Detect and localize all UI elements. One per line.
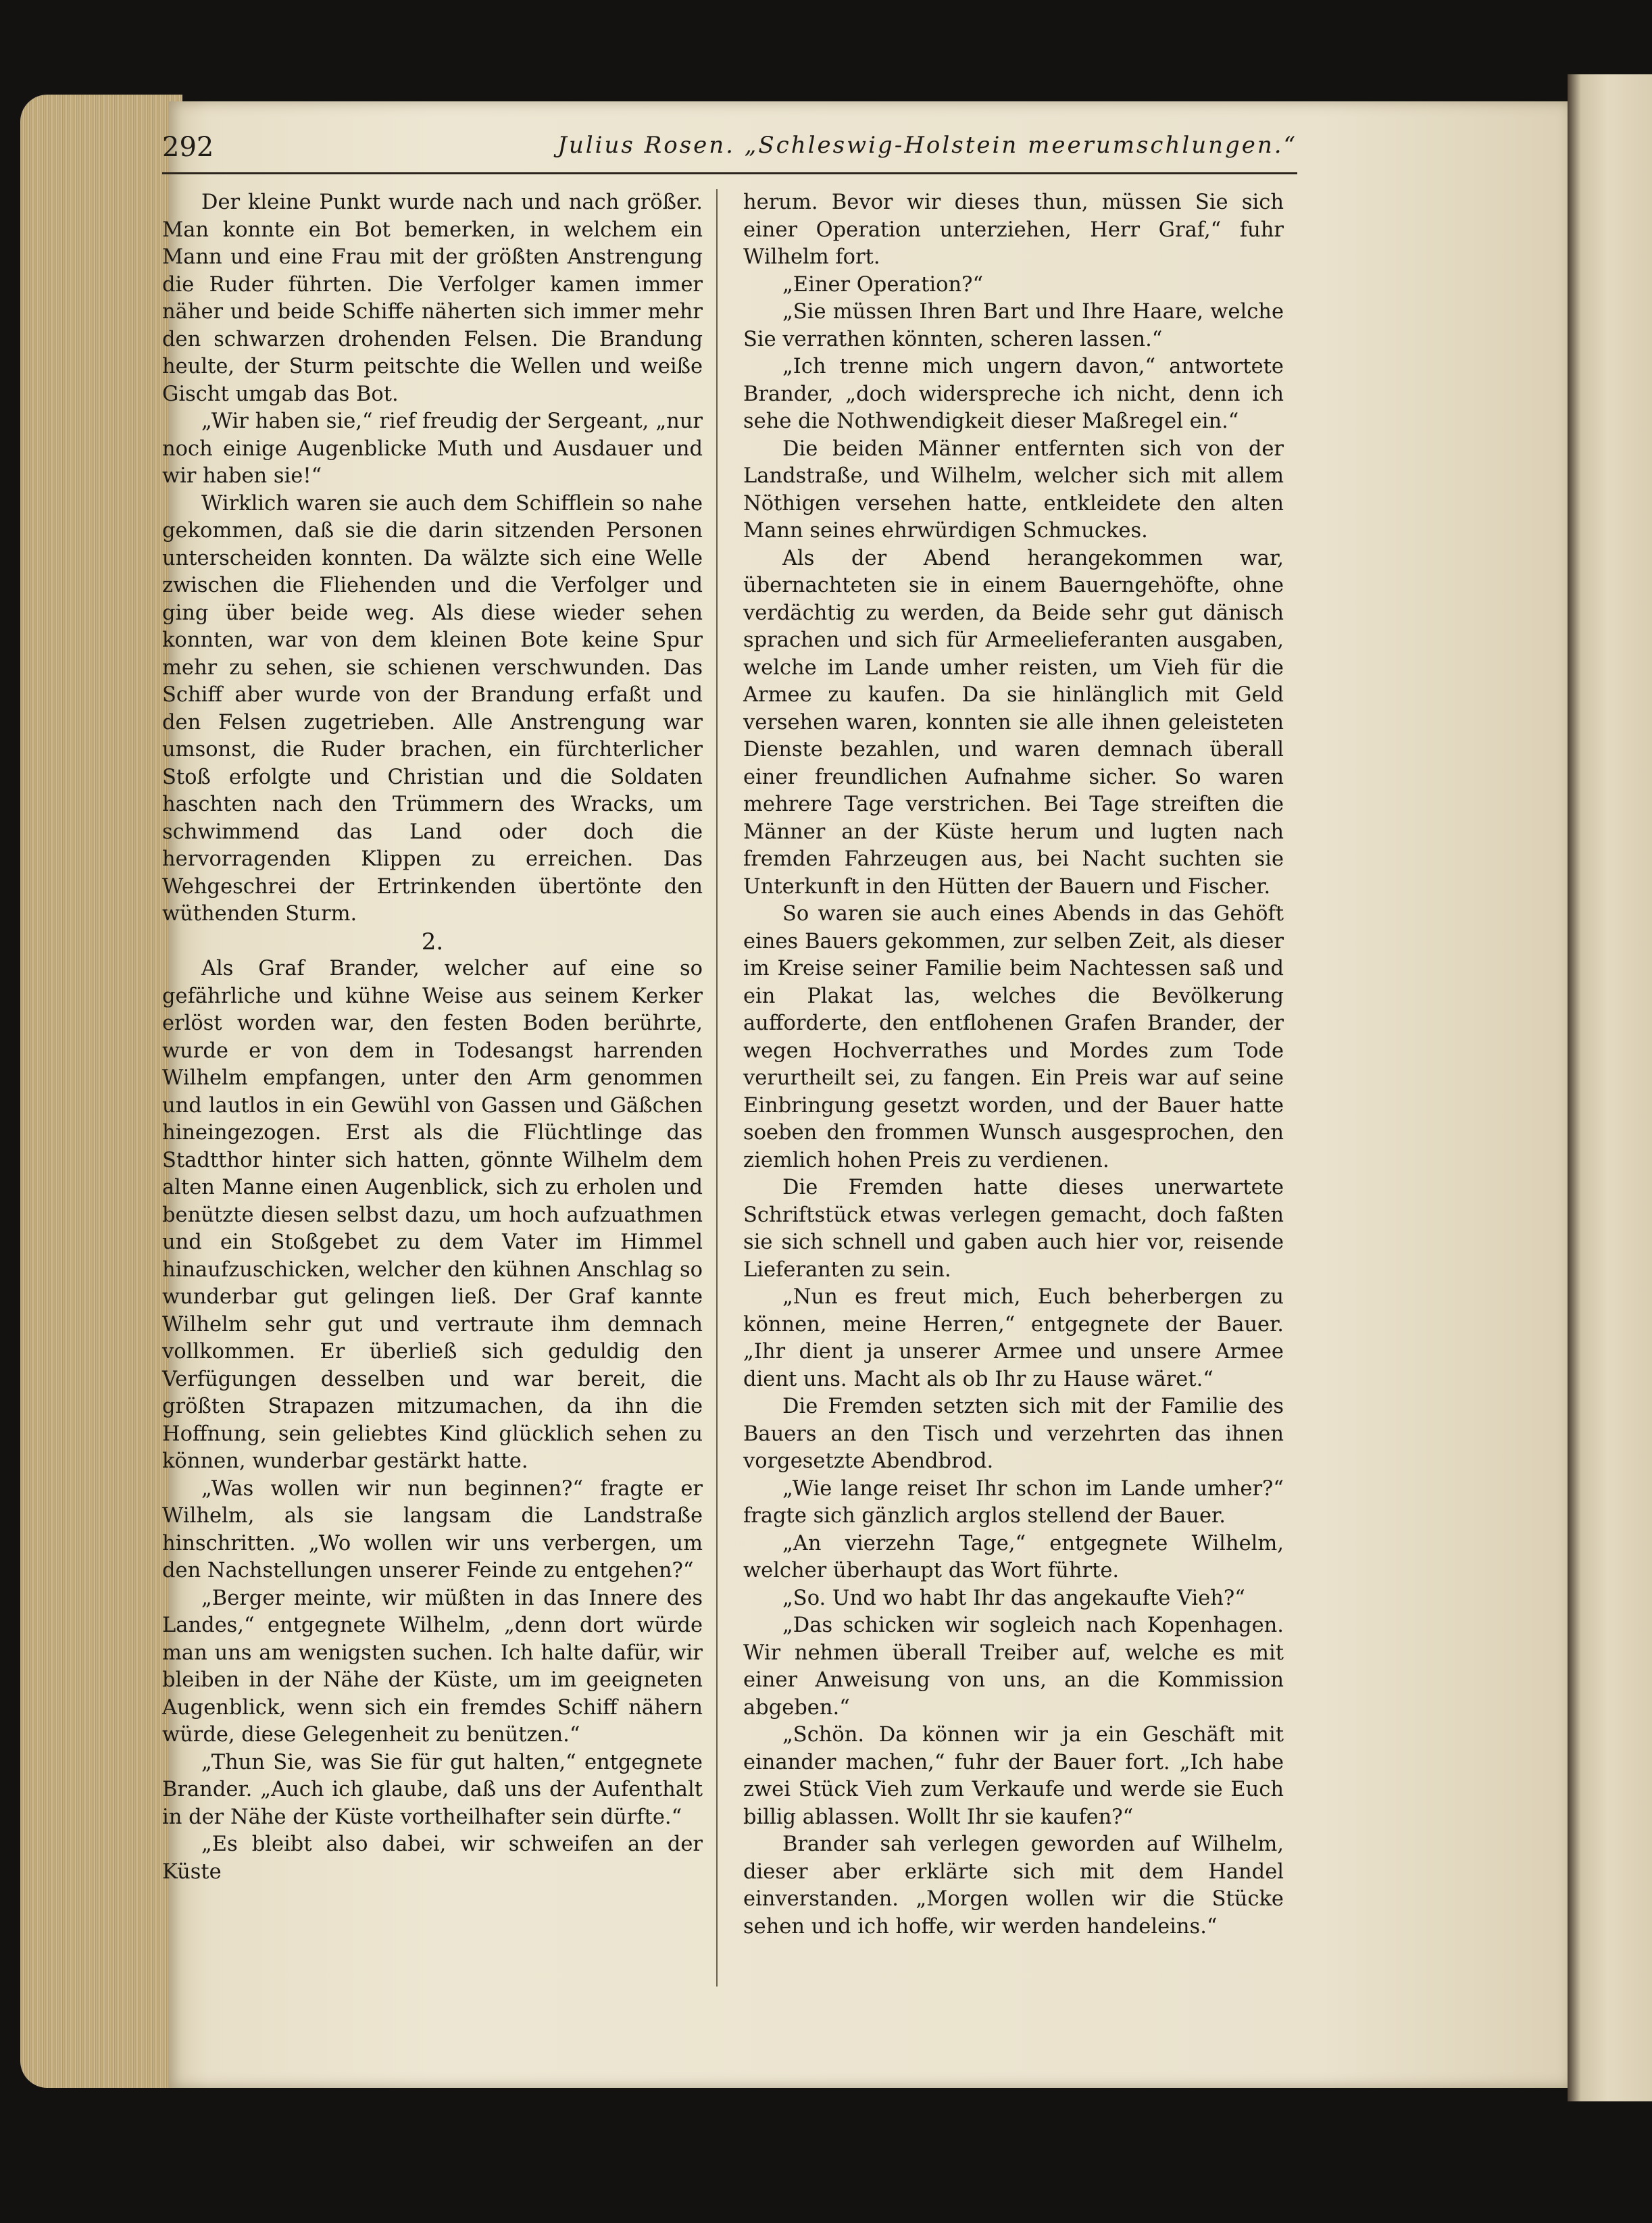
paragraph: herum. Bevor wir dieses thun, müssen Sie sich einer Operation unterziehen, Herr Graf,“ fuhr Wilhelm fort. xyxy=(743,191,1284,269)
header-rule xyxy=(162,172,1297,174)
paragraph: „Wir haben sie,“ rief freudig der Sergeant, „nur noch einige Augenblicke Muth und Ausdauer und wir haben sie!“ xyxy=(162,409,703,488)
paragraph: „So. Und wo habt Ihr das angekaufte Vieh?“ xyxy=(782,1586,1245,1610)
paragraph: So waren sie auch eines Abends in das Gehöft eines Bauers gekommen, zur selben Zeit, als dieser im Kreise seiner Familie beim Nachtessen saß und ein Plakat las, welches die Bevölkerung aufforderte, den entflohenen Grafen Brander, der wegen Hochverrathes und Mordes zum Tode verurtheilt sei, zu fangen. Ein Preis war auf seine Einbringung gesetzt worden, und der Bauer hatte soeben den frommen Wunsch ausgesprochen, den ziemlich hohen Preis zu verdienen. xyxy=(743,902,1284,1172)
paragraph: Die beiden Männer entfernten sich von der Landstraße, und Wilhelm, welcher sich mit allem Nöthigen versehen hatte, entkleidete den alten Mann seines ehrwürdigen Schmuckes. xyxy=(743,436,1284,543)
paragraph: „Nun es freut mich, Euch beherbergen zu können, meine Herren,“ entgegnete der Bauer. „Ihr dient ja unserer Armee und unsere Armee dient uns. Macht als ob Ihr zu Hause wäret.“ xyxy=(743,1285,1284,1391)
paragraph: „Ich trenne mich ungern davon,“ antwortete Brander, „doch widerspreche ich nicht, denn ich sehe die Nothwendigkeit dieser Maßregel ein.“ xyxy=(743,355,1284,433)
book-page-edges xyxy=(20,95,182,2088)
paragraph: Die Fremden setzten sich mit der Familie des Bauers an den Tisch und verzehrten das ihnen vorgesetzte Abendbrod. xyxy=(743,1395,1284,1473)
page-number: 292 xyxy=(162,132,214,163)
paragraph: „Schön. Da können wir ja ein Geschäft mit einander machen,“ fuhr der Bauer fort. „Ich habe zwei Stück Vieh zum Verkaufe und werde sie Euch billig ablassen. Wollt Ihr sie kaufen?“ xyxy=(743,1723,1284,1829)
paragraph: „Sie müssen Ihren Bart und Ihre Haare, welche Sie verrathen könnten, scheren lassen.“ xyxy=(743,300,1284,351)
paragraph: Brander sah verlegen geworden auf Wilhelm, dieser aber erklärte sich mit dem Handel einverstanden. „Morgen wollen wir die Stücke sehen und ich hoffe, wir werden handeleins.“ xyxy=(743,1832,1284,1939)
page-header xyxy=(162,132,1297,172)
paragraph: „Berger meinte, wir müßten in das Innere des Landes,“ entgegnete Wilhelm, „denn dort würde man uns am wenigsten suchen. Ich halte dafür, wir bleiben in der Nähe der Küste, um im geeigneten Augenblick, wenn sich ein fremdes Schiff nähern würde, diese Gelegenheit zu benützen.“ xyxy=(162,1586,703,1747)
paragraph: „Einer Operation?“ xyxy=(782,272,984,297)
right-column xyxy=(743,189,1284,1941)
paragraph: „Was wollen wir nun beginnen?“ fragte er Wilhelm, als sie langsam die Landstraße hinschritten. „Wo wollen wir uns verbergen, um den Nachstellungen unserer Feinde zu entgehen?“ xyxy=(162,1476,703,1582)
paragraph: „An vierzehn Tage,“ entgegnete Wilhelm, welcher überhaupt das Wort führte. xyxy=(743,1531,1284,1582)
paragraph: „Wie lange reiset Ihr schon im Lande umher?“ fragte sich gänzlich arglos stellend der Bauer. xyxy=(743,1476,1284,1528)
paragraph: Der kleine Punkt wurde nach und nach größer. Man konnte ein Bot bemerken, in welchem ein Mann und eine Frau mit der größten Anstrengung die Ruder führten. Die Verfolger kamen immer näher und beide Schiffe näherten sich immer mehr den schwarzen drohenden Felsen. Die Brandung heulte, der Sturm peitschte die Wellen und weiße Gischt umgab das Bot. xyxy=(162,191,703,406)
facing-page-edge xyxy=(1568,74,1652,2101)
paragraph: „Das schicken wir sogleich nach Kopenhagen. Wir nehmen überall Treiber auf, welche es mit einer Anweisung von uns, an die Kommission abgeben.“ xyxy=(743,1614,1284,1720)
paragraph: Als der Abend herangekommen war, übernachteten sie in einem Bauerngehöfte, ohne verdächtig zu werden, da Beide sehr gut dänisch sprachen und sich für Armeelieferanten ausgaben, welche im Lande umher reisten, um Vieh für die Armee zu kaufen. Da sie hinlänglich mit Geld versehen waren, konnten sie alle ihnen geleisteten Dienste bezahlen, und waren demnach überall einer freundlichen Aufnahme sicher. So waren mehrere Tage verstrichen. Bei Tage streiften die Männer an der Küste herum und lugten nach fremden Fahrzeugen aus, bei Nacht suchten sie Unterkunft in den Hütten der Bauern und Fischer. xyxy=(743,546,1284,899)
paragraph: „Thun Sie, was Sie für gut halten,“ entgegnete Brander. „Auch ich glaube, daß uns der Aufenthalt in der Nähe der Küste vortheilhafter sein dürfte.“ xyxy=(162,1750,703,1829)
left-column xyxy=(162,189,703,1886)
paragraph: Die Fremden hatte dieses unerwartete Schriftstück etwas verlegen gemacht, doch faßten sie sich schnell und gaben auch hier vor, reisende Lieferanten zu sein. xyxy=(743,1176,1284,1282)
paragraph: „Es bleibt also dabei, wir schweifen an der Küste xyxy=(162,1832,703,1884)
section-number: 2. xyxy=(421,928,444,955)
running-title: Julius Rosen. „Schleswig-Holstein meerumschlungen.“ xyxy=(557,132,1297,159)
paragraph: Wirklich waren sie auch dem Schifflein so nahe gekommen, daß sie die darin sitzenden Personen unterscheiden konnten. Da wälzte sich eine Welle zwischen die Fliehenden und die Verfolger und ging über beide weg. Als diese wieder sehen konnten, war von dem kleinen Bote keine Spur mehr zu sehen, sie schienen verschwunden. Das Schiff aber wurde von der Brandung erfaßt und den Felsen zugetrieben. Alle Anstrengung war umsonst, die Ruder brachen, ein fürchterlicher Stoß erfolgte und Christian und die Soldaten haschten nach den Trümmern des Wracks, um schwimmend das Land oder doch die hervorragenden Klippen zu erreichen. Das Wehgeschrei der Ertrinkenden übertönte den wüthenden Sturm. xyxy=(162,491,703,926)
paragraph: Als Graf Brander, welcher auf eine so gefährliche und kühne Weise aus seinem Kerker erlöst worden war, den festen Boden berührte, wurde er von dem in Todesangst harrenden Wilhelm empfangen, unter den Arm genommen und lautlos in ein Gewühl von Gassen und Gäßchen hineingezogen. Erst als die Flüchtlinge das Stadtthor hinter sich hatten, gönnte Wilhelm dem alten Manne einen Augenblick, sich zu erholen und benützte diesen selbst dazu, um hoch aufzuathmen und ein Stoßgebet zu dem Vater im Himmel hinaufzuschicken, welcher den kühnen Anschlag so wunderbar gut gelingen ließ. Der Graf kannte Wilhelm sehr gut und vertraute ihm demnach vollkommen. Er überließ sich geduldig den Verfügungen desselben und war bereit, die größten Strapazen mitzumachen, da ihn die Hoffnung, sein geliebtes Kind glücklich sehen zu können, wunderbar gestärkt hatte. xyxy=(162,957,703,1473)
column-divider xyxy=(716,189,718,1987)
